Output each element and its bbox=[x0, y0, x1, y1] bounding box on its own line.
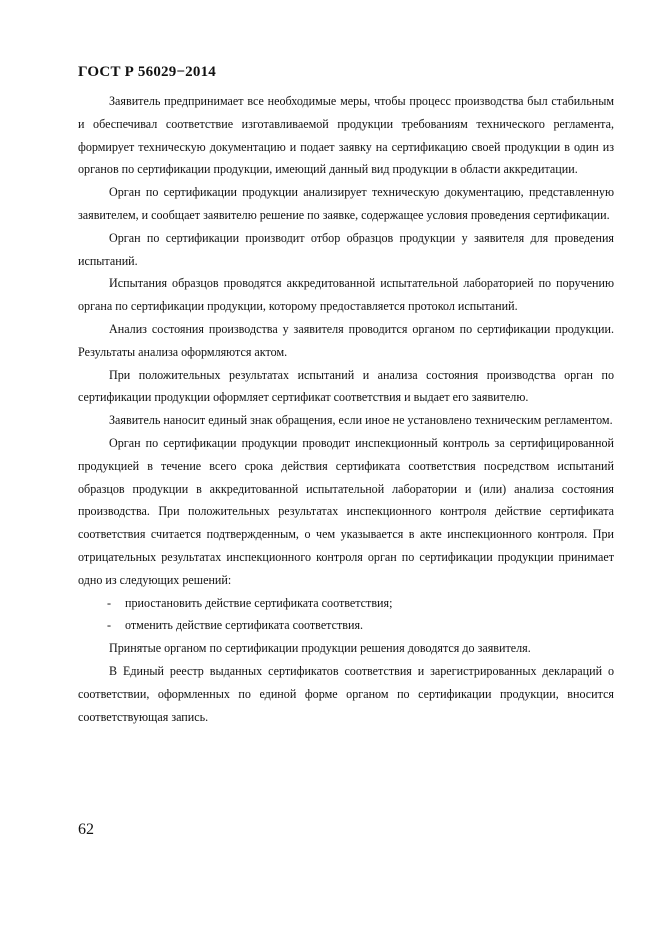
paragraph-sample-selection: Орган по сертификации производит отбор образцов продукции у заявителя для проведения испытаний. bbox=[78, 230, 614, 268]
paragraph-documentation-analysis: Орган по сертификации продукции анализирует техническую документацию, представленную заявителем, и сообщает заявителю решение по заявке, содержащее условия проведения сертификации. bbox=[78, 185, 614, 222]
paragraph-sample-testing: Испытания образцов проводятся аккредитованной испытательной лабораторией по поручению органа по сертификации продукции, которому предоставляется протокол испытаний. bbox=[78, 276, 614, 314]
page-number: 62 bbox=[78, 821, 94, 838]
document-body bbox=[78, 90, 614, 728]
list-item-text: приостановить действие сертификата соответствия; bbox=[125, 595, 393, 610]
list-item bbox=[78, 614, 614, 637]
paragraph-applicant-measures: Заявитель предпринимает все необходимые меры, чтобы процесс производства был стабильным и обеспечивал соответствие изготавливаемой продукции требованиям технического регламента, формирует техническую документацию и подает заявку на сертификацию своей продукции в один из органов по сертификации продукции, имеющий данный вид продукции в области аккредитации. bbox=[78, 94, 614, 177]
standard-code-header: ГОСТ Р 56029−2014 bbox=[78, 64, 216, 80]
paragraph-inspection-control: Орган по сертификации продукции проводит инспекционный контроль за сертифицированной продукцией в течение всего срока действия сертификата соответствия посредством испытаний образцов продукции в аккредитованной испытательной лаборатории и (или) анализа состояния производства. При положительных результатах инспекционного контроля действие сертификата соответствия считается подтвержденным, о чем указывается в акте инспекционного контроля. При отрицательных результатах инспекционного контроля орган по сертификации продукции принимает одно из следующих решений: bbox=[78, 435, 614, 587]
paragraph-conformity-mark: Заявитель наносит единый знак обращения, если иное не установлено техническим регламентом. bbox=[109, 413, 613, 428]
list-item-text: отменить действие сертификата соответствия. bbox=[125, 618, 364, 633]
paragraph-unified-registry: В Единый реестр выданных сертификатов соответствия и зарегистрированных деклараций о соответствии, оформленных по единой форме органом по сертификации продукции, вносится соответствующая запись. bbox=[78, 663, 614, 724]
decision-list bbox=[78, 592, 614, 638]
paragraph-production-analysis: Анализ состояния производства у заявителя проводится органом по сертификации продукции. Результаты анализа оформляются актом. bbox=[78, 321, 614, 359]
list-dash-marker: - bbox=[107, 618, 112, 633]
list-dash-marker: - bbox=[107, 595, 112, 610]
list-item bbox=[78, 592, 614, 615]
paragraph-decisions-communicated: Принятые органом по сертификации продукции решения доводятся до заявителя. bbox=[109, 641, 531, 656]
paragraph-certificate-issue: При положительных результатах испытаний и анализа состояния производства орган по сертификации продукции оформляет сертификат соответствия и выдает его заявителю. bbox=[78, 367, 614, 405]
